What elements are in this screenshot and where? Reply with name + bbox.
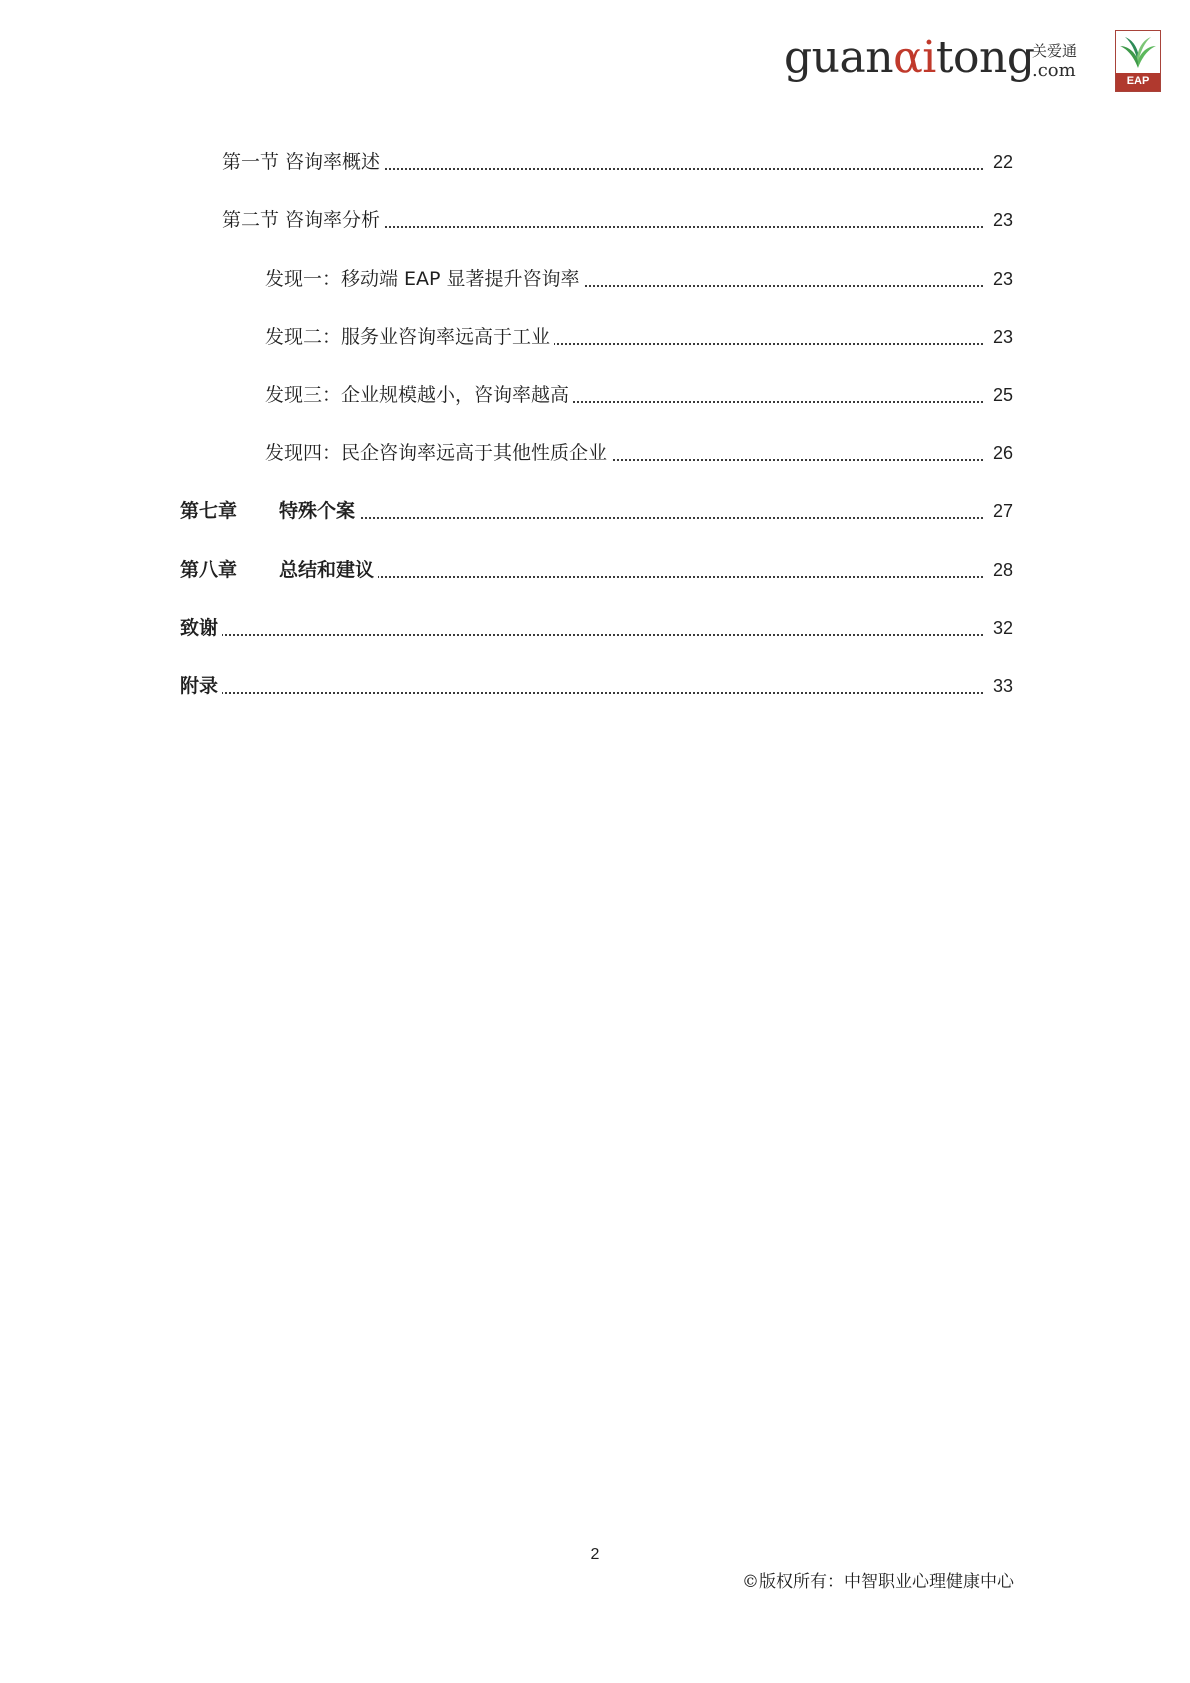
- toc-page-number: 28: [992, 560, 1013, 580]
- toc-page-number: 33: [992, 676, 1013, 696]
- logo-domain: .com: [1032, 60, 1076, 81]
- copyright-notice: ©版权所有：中智职业心理健康中心: [742, 1572, 1014, 1592]
- toc-entry-label: 致谢: [180, 613, 222, 643]
- logo-wordmark: guanαitong: [784, 32, 1035, 83]
- toc-entry-label: 第二节 咨询率分析: [222, 205, 384, 235]
- page-number: 2: [590, 1546, 600, 1563]
- toc-entry-label: [180, 496, 359, 526]
- toc-entry[interactable]: [0, 671, 1190, 701]
- toc-entry-label: 发现二：服务业咨询率远高于工业: [265, 322, 554, 352]
- toc-entry[interactable]: [0, 205, 1190, 235]
- toc-entry[interactable]: [0, 555, 1190, 585]
- toc-entry[interactable]: [0, 322, 1190, 352]
- eap-badge-label: EAP: [1116, 73, 1160, 91]
- toc-page-number: 23: [992, 210, 1013, 230]
- toc-page-number: 25: [992, 385, 1013, 405]
- toc-entry-label: [180, 555, 378, 585]
- logo-chinese-name: 关爱通: [1032, 42, 1078, 60]
- toc-entry-label: 发现三：企业规模越小，咨询率越高: [265, 380, 573, 410]
- toc-chapter-number: 第八章: [180, 559, 238, 581]
- toc-entry[interactable]: [0, 264, 1190, 294]
- toc-entry[interactable]: [0, 613, 1190, 643]
- toc-entry-label: 发现一：移动端 EAP 显著提升咨询率: [265, 264, 584, 294]
- toc-entry[interactable]: [0, 380, 1190, 410]
- eap-leaf-icon: [1119, 34, 1157, 70]
- toc-entry-label: 第一节 咨询率概述: [222, 147, 384, 177]
- toc-chapter-title: 特殊个案: [279, 500, 356, 522]
- toc-page-number: 26: [992, 443, 1013, 463]
- toc-entry[interactable]: [0, 438, 1190, 468]
- toc-leader-dots: [180, 692, 983, 694]
- toc-page-number: 32: [992, 618, 1013, 638]
- eap-logo-badge: [1115, 30, 1161, 92]
- toc-entry[interactable]: [0, 496, 1190, 526]
- toc-page-number: 23: [992, 327, 1013, 347]
- toc-page-number: 27: [992, 501, 1013, 521]
- toc-entry-label: 发现四：民企咨询率远高于其他性质企业: [265, 438, 611, 468]
- toc-page-number: 23: [992, 269, 1013, 289]
- toc-page-number: 22: [992, 152, 1013, 172]
- toc-chapter-title: 总结和建议: [279, 559, 375, 581]
- toc-entry-label: 附录: [180, 671, 222, 701]
- toc-entry[interactable]: [0, 147, 1190, 177]
- toc-chapter-number: 第七章: [180, 500, 238, 522]
- toc-leader-dots: [180, 634, 983, 636]
